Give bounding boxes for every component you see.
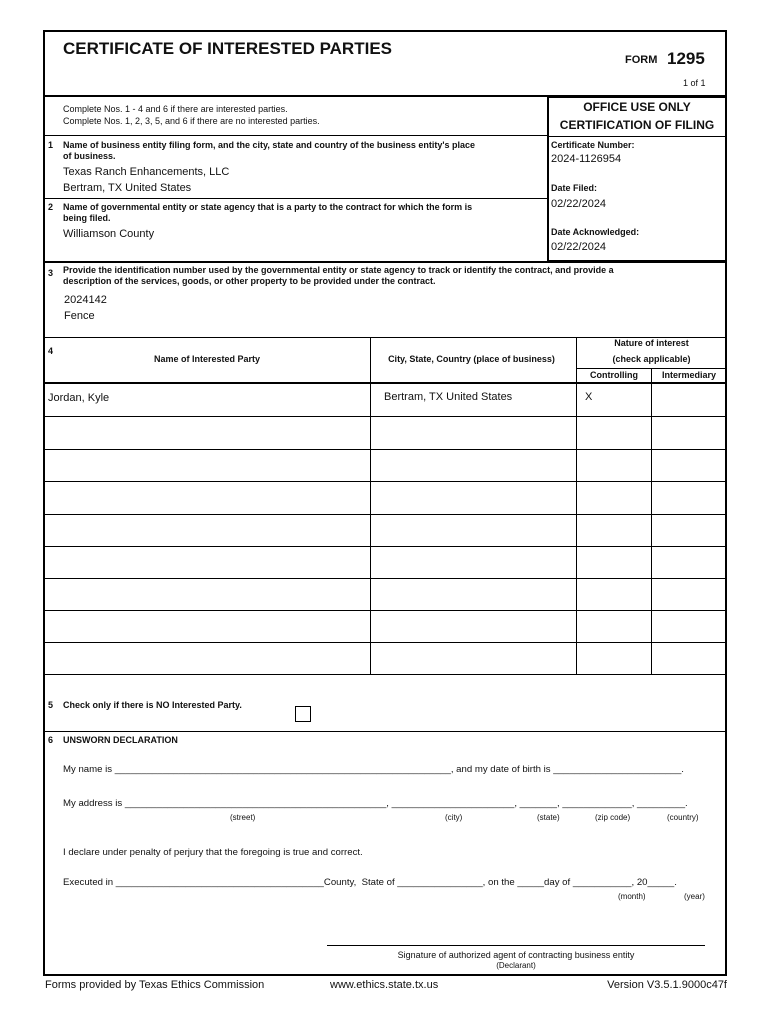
date-filed-value: 02/22/2024 <box>551 198 607 210</box>
interested-party-controlling: X <box>585 391 593 403</box>
date-filed-label: Date Filed: <box>551 183 598 193</box>
business-entity-location: Bertram, TX United States <box>63 182 192 194</box>
table-bottom-line <box>43 674 727 675</box>
declarant-address-line: My address is _________________________________________________, _______________________, _______, _____________, _________. <box>63 798 688 809</box>
footer-website[interactable]: www.ethics.state.tx.us <box>330 979 439 991</box>
table-row-line <box>43 481 727 482</box>
column-header-intermediary: Intermediary <box>661 370 717 380</box>
section-2-label-line-2: being filed. <box>63 213 111 223</box>
table-row-line <box>43 416 727 417</box>
column-divider-2 <box>576 337 577 674</box>
interested-party-name: Jordan, Kyle <box>48 392 110 404</box>
table-header-bottom-line <box>43 382 727 384</box>
certificate-number-value: 2024-1126954 <box>551 153 622 165</box>
page-indicator: 1 of 1 <box>683 78 706 88</box>
column-header-nature-1: Nature of interest <box>614 338 689 348</box>
section-2-number: 2 <box>48 202 54 212</box>
business-entity-name: Texas Ranch Enhancements, LLC <box>63 166 230 178</box>
executed-line: Executed in _______________________________________County, State of ________________, on the _____day of ___________, 20_____. <box>63 877 677 888</box>
section-3-top-line <box>43 261 727 263</box>
nature-subheader-line <box>577 368 727 369</box>
section-3-number: 3 <box>48 268 54 278</box>
section-1-label-line-2: of business. <box>63 151 116 161</box>
table-row-line <box>43 449 727 450</box>
sublabel-month: (month) <box>618 892 646 901</box>
governmental-entity-name: Williamson County <box>63 228 155 240</box>
section-6-top-line <box>43 731 727 732</box>
signature-line[interactable] <box>327 945 705 946</box>
sublabel-country: (country) <box>667 813 699 822</box>
declarant-name-line: My name is _______________________________________________________________, and my date of birth is ________________________. <box>63 764 684 775</box>
address-sublabels <box>0 813 770 825</box>
date-acknowledged-label: Date Acknowledged: <box>551 227 640 237</box>
instructions-line-1: Complete Nos. 1 - 4 and 6 if there are interested parties. <box>63 104 288 114</box>
no-interested-party-checkbox[interactable] <box>295 706 311 722</box>
signature-declarant-caption: (Declarant) <box>496 961 536 970</box>
office-divider <box>547 136 727 137</box>
interested-party-location: Bertram, TX United States <box>384 391 513 403</box>
table-row-line <box>43 578 727 579</box>
section-2-top-line <box>43 198 548 199</box>
perjury-statement: I declare under penalty of perjury that the foregoing is true and correct. <box>63 847 363 858</box>
certificate-number-label: Certificate Number: <box>551 140 635 150</box>
section-3-label-line-2: description of the services, goods, or other property to be provided under the contract. <box>63 276 436 286</box>
column-header-nature-2: (check applicable) <box>612 354 691 364</box>
footer-version: Version V3.5.1.9000c47f <box>607 979 727 991</box>
section-2-label-line-1: Name of governmental entity or state agency that is a party to the contract for which the form is <box>63 202 473 212</box>
column-header-name: Name of Interested Party <box>153 354 261 364</box>
sublabel-street: (street) <box>230 813 256 822</box>
form-number: 1295 <box>667 49 705 68</box>
footer-provider: Forms provided by Texas Ethics Commission <box>45 979 265 991</box>
certification-title: CERTIFICATION OF FILING <box>559 118 715 132</box>
sublabel-city: (city) <box>445 813 463 822</box>
form-label: FORM <box>625 54 658 66</box>
column-header-controlling: Controlling <box>590 370 638 380</box>
form-title: CERTIFICATE OF INTERESTED PARTIES <box>63 39 392 58</box>
section-6-number: 6 <box>48 735 54 745</box>
section-1-top-line <box>43 135 548 136</box>
contract-id: 2024142 <box>64 294 107 306</box>
section-5-number: 5 <box>48 700 54 710</box>
section-3-label-line-1: Provide the identification number used by the governmental entity or state agency to track or identify the contract, and provide a <box>63 265 614 275</box>
section-4-number: 4 <box>48 346 54 356</box>
section-5-label: Check only if there is NO Interested Party. <box>63 700 242 710</box>
table-row-line <box>43 642 727 643</box>
contract-description: Fence <box>64 310 95 322</box>
sublabel-zip: (zip code) <box>595 813 631 822</box>
column-divider-1 <box>370 337 371 674</box>
section-6-label: UNSWORN DECLARATION <box>63 735 178 745</box>
sublabel-state: (state) <box>537 813 560 822</box>
table-row-line <box>43 546 727 547</box>
sublabel-year: (year) <box>684 892 705 901</box>
section-1-number: 1 <box>48 140 54 150</box>
section-1-label-line-1: Name of business entity filing form, and the city, state and country of the business entity's place <box>63 140 476 150</box>
table-row-line <box>43 610 727 611</box>
column-divider-3 <box>651 383 652 674</box>
office-use-title: OFFICE USE ONLY <box>583 100 691 114</box>
date-acknowledged-value: 02/22/2024 <box>551 241 607 253</box>
date-sublabels <box>0 892 770 904</box>
table-row-line <box>43 514 727 515</box>
controlling-header-divider <box>651 368 652 383</box>
column-header-location: City, State, Country (place of business) <box>388 354 555 364</box>
signature-caption: Signature of authorized agent of contracting business entity <box>397 950 635 960</box>
instructions-line-2: Complete Nos. 1, 2, 3, 5, and 6 if there are no interested parties. <box>63 116 320 126</box>
